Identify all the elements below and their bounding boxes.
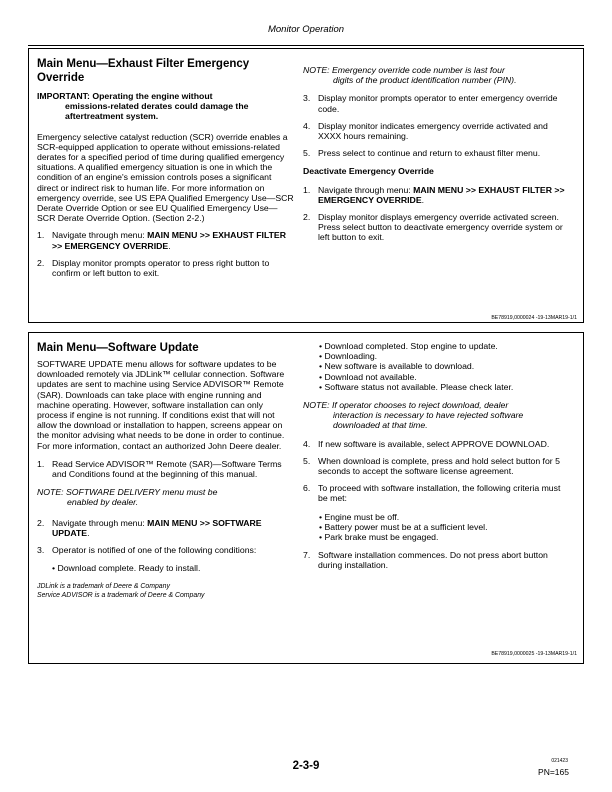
step-number: 1. bbox=[303, 184, 311, 195]
section2-body: SOFTWARE UPDATE menu allows for software updates to be downloaded remotely via JDLink™ cellular connection. Software updates are sent to machine using Service ADVISOR™ Remote (SAR). Downloads can take place with engine running and machine operating. However, software installation can only process if engine is not running. If conditions exist that will not allow the download or installation to happen, screens appear on the monitor advising what needs to be done in order to continue. For more information, contact an authorized John Deere dealer. bbox=[37, 359, 285, 451]
section1-step-2 bbox=[37, 258, 295, 278]
step-number: 4. bbox=[303, 438, 311, 449]
important-first-line: Operating the engine without bbox=[92, 91, 213, 101]
d1-menu-path: MAIN MENU >> EXHAUST FILTER >> EMERGENCY OVERRIDE bbox=[318, 184, 565, 205]
page-number: 2-3-9 bbox=[292, 760, 320, 772]
step-number: 3. bbox=[303, 93, 311, 104]
step-text: Press select to continue and return to exhaust filter menu. bbox=[318, 148, 541, 159]
section2-doc-id: BE78919,0000025 -19-13MAR19-1/1 bbox=[491, 651, 577, 657]
step-number: 4. bbox=[303, 120, 311, 131]
step-text: If new software is available, select APPROVE DOWNLOAD. bbox=[318, 438, 550, 449]
step-number: 1. bbox=[37, 458, 45, 469]
step-number: 3. bbox=[37, 545, 45, 556]
condition-item: • Software status not available. Please check later. bbox=[319, 381, 514, 392]
trademark-service-advisor: Service ADVISOR is a trademark of Deere & Company bbox=[37, 591, 205, 599]
note-first-line: If operator chooses to reject download, dealer bbox=[331, 400, 509, 411]
step-text: Display monitor indicates emergency override activated and XXXX hours remaining. bbox=[318, 120, 548, 142]
step-text: Display monitor displays emergency override activated screen. Press select button to deactivate emergency override system or left button to exit. bbox=[318, 212, 563, 243]
section1-step-1 bbox=[37, 230, 295, 250]
header-rule bbox=[28, 45, 584, 46]
section1-title: Main Menu—Exhaust Filter Emergency Override bbox=[37, 58, 250, 84]
condition-item: • New software is available to download. bbox=[319, 361, 475, 372]
step-number: 5. bbox=[303, 148, 311, 159]
criteria-item: • Battery power must be at a sufficient level. bbox=[319, 521, 488, 532]
section2-step-3 bbox=[37, 545, 295, 555]
step-text bbox=[52, 518, 295, 538]
note-rest: enabled by dealer. bbox=[67, 497, 139, 508]
section1-step-3 bbox=[303, 93, 565, 113]
note-label: NOTE: bbox=[303, 65, 330, 75]
note-first-line: Emergency override code number is last four bbox=[331, 65, 505, 75]
section2-step-6 bbox=[303, 483, 565, 503]
important-notice bbox=[37, 91, 295, 122]
criteria-item: • Engine must be off. bbox=[319, 511, 400, 522]
note-first-line: SOFTWARE DELIVERY menu must be bbox=[65, 487, 218, 498]
important-label: IMPORTANT: bbox=[37, 91, 90, 101]
footer-code: 021423 bbox=[551, 758, 568, 764]
step1-menu-path: MAIN MENU >> EXHAUST FILTER >> EMERGENCY OVERRIDE bbox=[52, 230, 287, 251]
step1-suffix: . bbox=[168, 240, 171, 251]
step-text bbox=[52, 230, 295, 250]
deactivate-heading: Deactivate Emergency Override bbox=[303, 166, 434, 177]
step2-prefix: Navigate through menu: bbox=[52, 517, 145, 528]
d1-suffix: . bbox=[421, 194, 425, 205]
step1-prefix: Navigate through menu: bbox=[52, 230, 145, 241]
section2-right-column bbox=[303, 341, 565, 571]
step-number: 6. bbox=[303, 483, 311, 494]
deactivate-step-1 bbox=[303, 185, 565, 205]
step-number: 2. bbox=[37, 257, 45, 268]
deactivate-step-2 bbox=[303, 212, 565, 243]
section2-left-column bbox=[37, 341, 295, 600]
section1-doc-id: BE78919,0000024 -19-13MAR19-1/1 bbox=[491, 315, 577, 321]
section2-title: Main Menu—Software Update bbox=[37, 342, 199, 354]
trademark-jdlink: JDLink is a trademark of Deere & Company bbox=[37, 583, 170, 591]
section1-step-5 bbox=[303, 148, 565, 158]
step2-suffix: . bbox=[87, 527, 90, 538]
condition-item: • Download completed. Stop engine to update. bbox=[319, 341, 498, 351]
footer-pn: PN=165 bbox=[538, 767, 569, 777]
note-software-delivery bbox=[37, 487, 295, 507]
step-text: To proceed with software installation, the following criteria must be met: bbox=[318, 483, 561, 504]
section2-step-1 bbox=[37, 459, 295, 479]
step-number: 1. bbox=[37, 230, 45, 241]
section-exhaust-filter-override bbox=[28, 48, 584, 323]
step-text: Operator is notified of one of the following conditions: bbox=[52, 545, 257, 556]
note-override-code bbox=[303, 65, 565, 85]
section1-body: Emergency selective catalyst reduction (SCR) override enables a SCR-equipped application to operate without emissions-related derates for a specified period of time during qualified emergency situations. A qualified emergency situation is one in which the condition of an engine's emission controls poses a significant direct or indirect risk to human life. For more information on emergency override, see US EPA Qualified Emergency Use—SCR Derate Override Option or see EU Qualified Emergency Use—SCR Derate Override Option. (Section 2-2.) bbox=[37, 131, 294, 224]
note-label: NOTE: bbox=[303, 400, 330, 411]
step-text: Software installation commences. Do not press abort button during installation. bbox=[318, 550, 548, 571]
section2-step-7 bbox=[303, 550, 565, 570]
condition-item: • Download not available. bbox=[319, 371, 417, 382]
step-text: When download is complete, press and hold select button for 5 seconds to accept the software license agreement. bbox=[318, 455, 560, 477]
step-number: 2. bbox=[303, 212, 311, 223]
note-rest: digits of the product identification number (PIN). bbox=[333, 75, 517, 86]
step-text: Display monitor prompts operator to press right button to confirm or left button to exit. bbox=[52, 257, 270, 279]
section2-step-2 bbox=[37, 518, 295, 538]
section2-step-5 bbox=[303, 456, 565, 476]
step-text: Display monitor prompts operator to enter emergency override code. bbox=[318, 93, 558, 114]
section1-step-4 bbox=[303, 121, 565, 141]
step-number: 7. bbox=[303, 550, 311, 561]
condition-item: • Downloading. bbox=[319, 351, 378, 362]
step-text: Read Service ADVISOR™ Remote (SAR)—Software Terms and Conditions found at the beginning of this manual. bbox=[52, 458, 282, 480]
section2-step-4 bbox=[303, 439, 565, 449]
criteria-item: • Park brake must be engaged. bbox=[319, 532, 439, 543]
note-rest: interaction is necessary to have rejected software downloaded at that time. bbox=[333, 410, 524, 431]
section1-right-column bbox=[303, 65, 565, 243]
important-rest: emissions-related derates could damage the aftertreatment system. bbox=[65, 101, 249, 122]
step2-menu-path: MAIN MENU >> SOFTWARE UPDATE bbox=[52, 517, 262, 538]
step-number: 2. bbox=[37, 517, 45, 528]
condition-item: • Download complete. Ready to install. bbox=[52, 563, 201, 574]
section-software-update bbox=[28, 332, 584, 664]
note-reject-download bbox=[303, 400, 565, 431]
d1-prefix: Navigate through menu: bbox=[318, 184, 411, 195]
section1-left-column bbox=[37, 57, 295, 278]
note-label: NOTE: bbox=[37, 487, 64, 498]
running-header: Monitor Operation bbox=[267, 24, 345, 35]
step-text bbox=[318, 185, 565, 205]
step-number: 5. bbox=[303, 455, 311, 466]
